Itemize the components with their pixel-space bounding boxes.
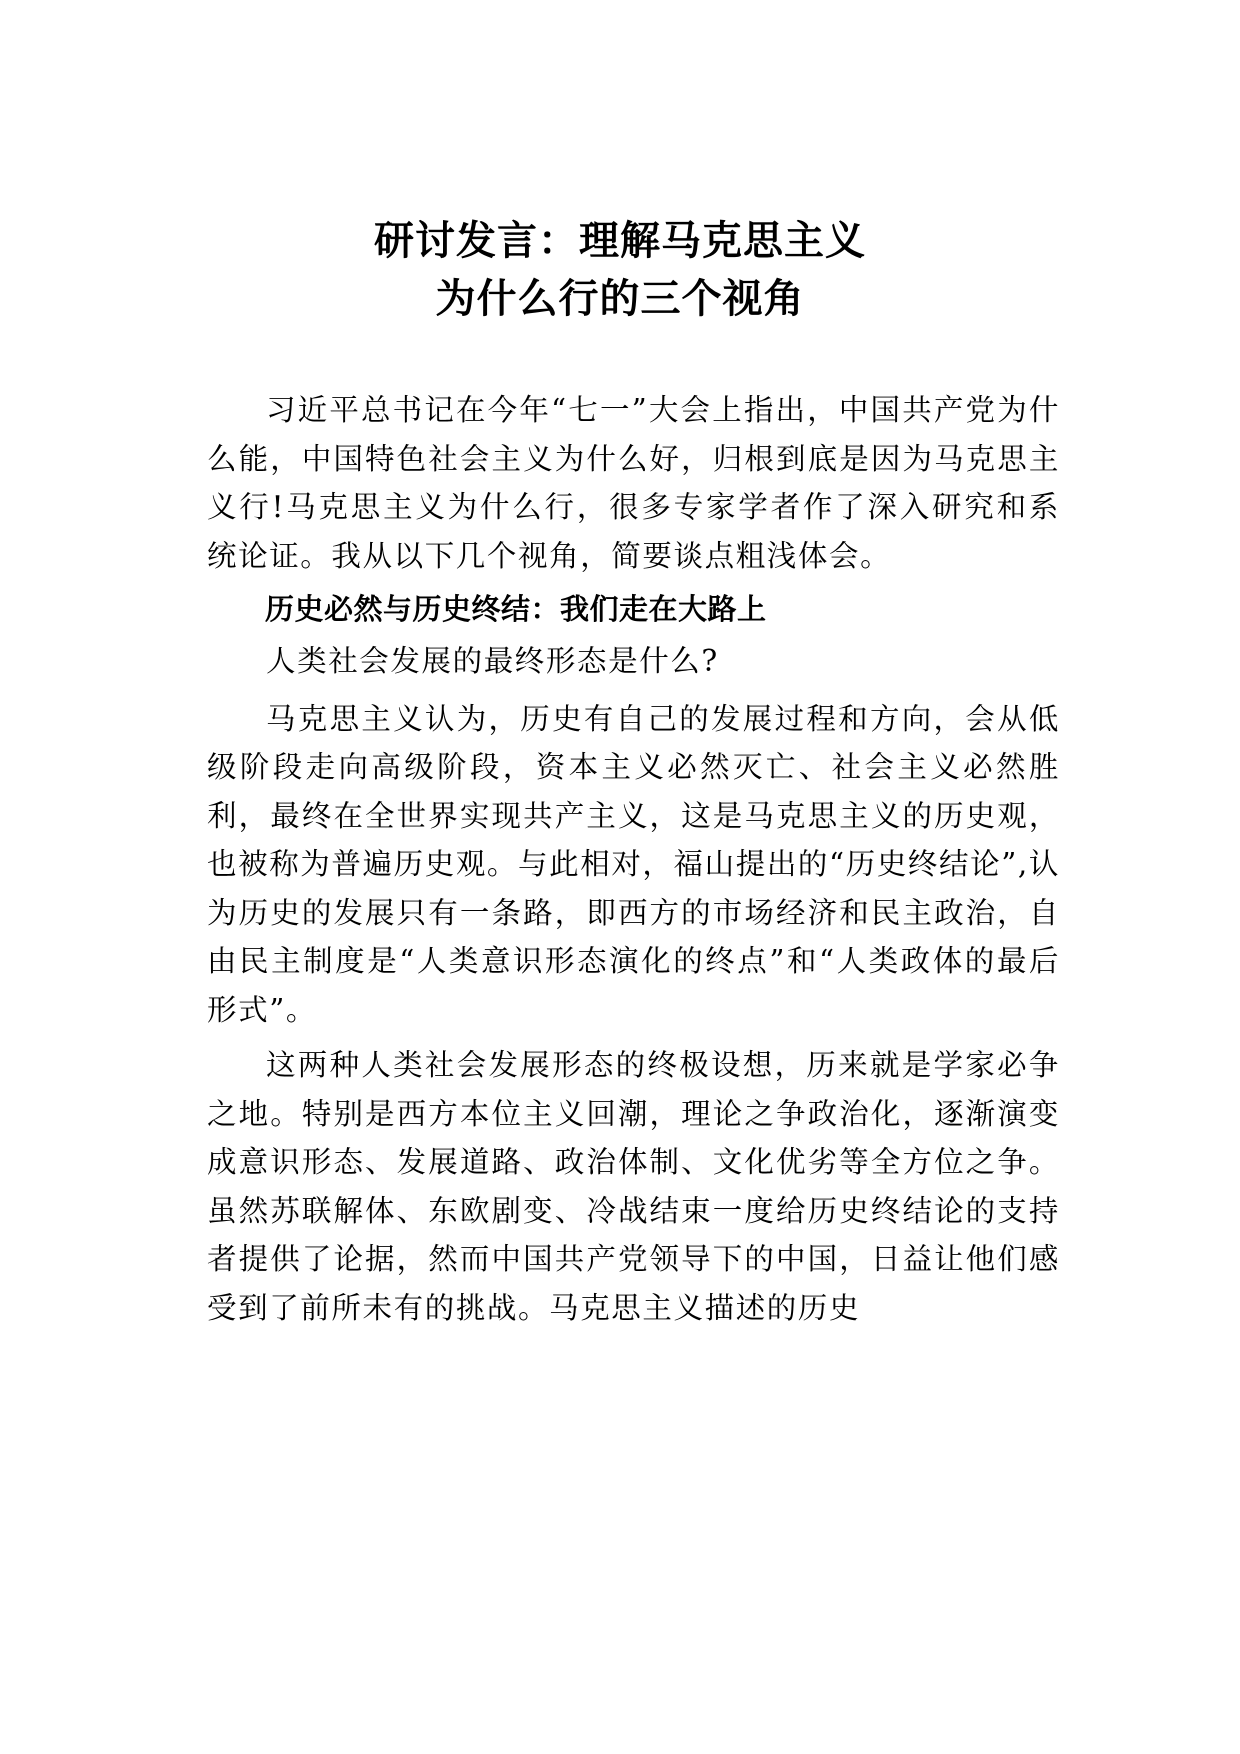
section-heading: 历史必然与历史终结：我们走在大路上	[265, 592, 767, 626]
body-paragraph: 马克思主义认为，历史有自己的发展过程和方向，会从低级阶段走向高级阶段，资本主义必然灭亡、社会主义必然胜利，最终在全世界实现共产主义，这是马克思主义的历史观，也被称为普遍历史观。与此相对，福山提出的“历史终结论”,认为历史的发展只有一条路，即西方的市场经济和民主政治，自由民主制度是“人类意识形态演化的终点”和“人类政体的最后形式”。	[207, 701, 1060, 1027]
section-question: 人类社会发展的最终形态是什么?	[266, 644, 719, 678]
document-title	[0, 212, 1240, 328]
title-line-1: 研讨发言：理解马克思主义	[374, 218, 866, 264]
document-body	[207, 386, 1060, 1339]
title-line-2: 为什么行的三个视角	[435, 276, 805, 322]
body-paragraph: 这两种人类社会发展形态的终极设想，历来就是学家必争之地。特别是西方本位主义回潮，理论之争政治化，逐渐演变成意识形态、发展道路、政治体制、文化优劣等全方位之争。虽然苏联解体、东欧剧变、冷战结束一度给历史终结论的支持者提供了论据，然而中国共产党领导下的中国，日益让他们感受到了前所未有的挑战。马克思主义描述的历史	[207, 1048, 1060, 1325]
intro-paragraph: 习近平总书记在今年“七一”大会上指出，中国共产党为什么能，中国特色社会主义为什么好，归根到底是因为马克思主义行!马克思主义为什么行，很多专家学者作了深入研究和系统论证。我从以下几个视角，简要谈点粗浅体会。	[207, 393, 1060, 573]
